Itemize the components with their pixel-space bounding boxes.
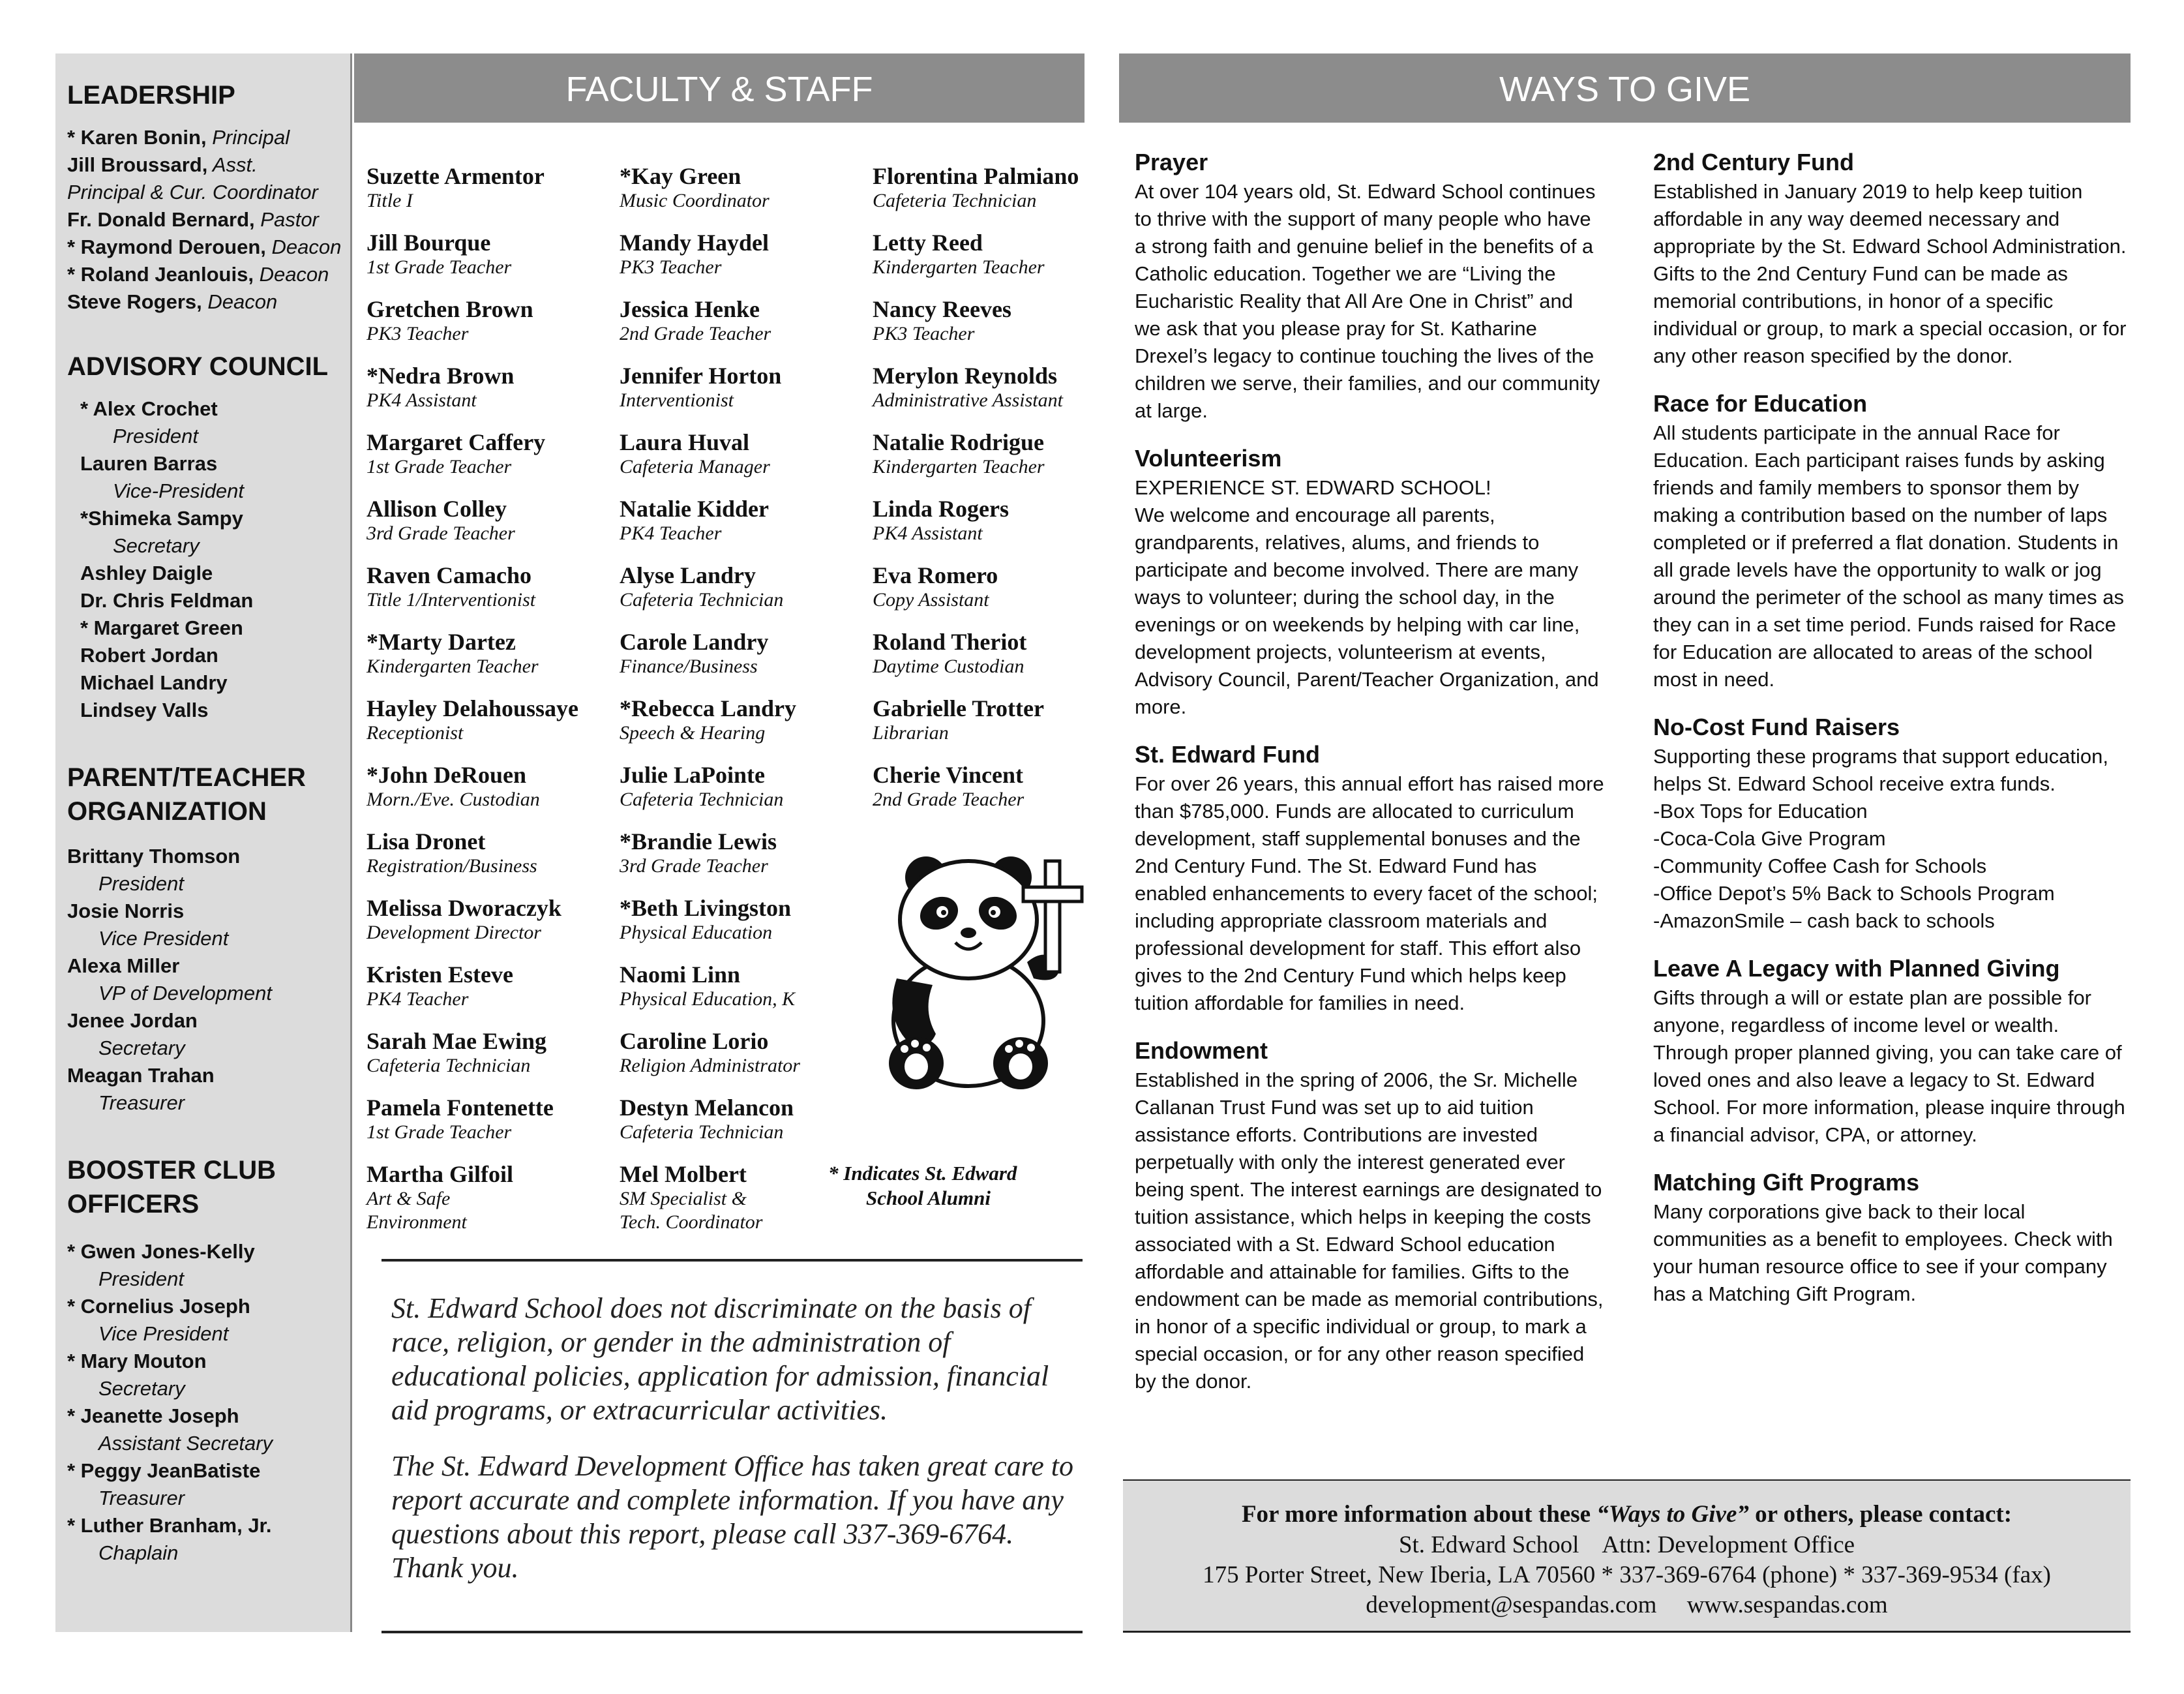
person-name: Fr. Donald Bernard,: [67, 208, 255, 231]
notice-paragraph-1: St. Edward School does not discriminate on the basis of race, religion, or gender in the administration of educational policies, application for admission, financial aid programs, or extracurricular activities.: [391, 1292, 1049, 1426]
staff-role: 2nd Grade Teacher: [873, 789, 1025, 810]
sidebar-entry: [67, 450, 344, 477]
person-role: Principal & Cur. Coordinator: [67, 181, 318, 204]
booster-heading-line1: BOOSTER CLUB: [67, 1156, 276, 1185]
giving-section-body: At over 104 years old, St. Edward School continues to thrive with the support of many people who have a strong faith and genuine belief in the benefits of a Catholic education. Together we are “Living the Eucharistic Reality that All Are One in Christ” and we ask that you please pray for St. Katharine Drexel’s legacy to continue touching the lives of the children we serve, their families, and our community at large.: [1135, 180, 1600, 422]
staff-entry: [873, 629, 1088, 678]
staff-entry: [620, 629, 874, 678]
staff-entry: [873, 230, 1088, 279]
sidebar-entry: [67, 234, 344, 261]
person-name: * Roland Jeanlouis,: [67, 263, 254, 286]
staff-role: SM Specialist &: [620, 1188, 747, 1209]
staff-entry: [366, 562, 627, 612]
sidebar-entry: [67, 1430, 344, 1457]
faculty-column-2: [620, 163, 874, 1251]
staff-name: Lisa Dronet: [366, 828, 486, 855]
staff-name: Jessica Henke: [620, 296, 760, 322]
staff-entry: [620, 363, 874, 412]
giving-section: [1135, 739, 1604, 1017]
staff-name: Sarah Mae Ewing: [366, 1028, 547, 1054]
sidebar-entry: [67, 261, 344, 288]
staff-entry: [620, 961, 874, 1011]
staff-entry: [366, 629, 627, 678]
staff-role: Cafeteria Technician: [366, 1055, 531, 1076]
staff-role: Copy Assistant: [873, 589, 989, 611]
person-role: President: [113, 425, 198, 447]
staff-entry: [620, 1028, 874, 1078]
staff-entry: [620, 762, 874, 811]
giving-section-body: Established in January 2019 to help keep tuition affordable in any way deemed necessary and appropriate by the St. Edward School Administration. Gifts to the 2nd Century Fund can be made as memorial contributions, in honor of a specific individual or group, to mark a special occasion, or for any other reason specified by the donor.: [1653, 180, 2127, 367]
staff-name: Eva Romero: [873, 562, 998, 588]
person-name: * Karen Bonin,: [67, 126, 207, 149]
staff-role: Administrative Assistant: [873, 389, 1063, 411]
staff-name: Natalie Rodrigue: [873, 429, 1044, 455]
staff-role: Development Director: [366, 922, 541, 943]
person-name: *Shimeka Sampy: [80, 507, 243, 530]
staff-entry: [873, 363, 1088, 412]
contact-email-web: development@sespandas.com www.sespandas.com: [1366, 1592, 1888, 1618]
staff-entry: [366, 1028, 627, 1078]
staff-name: *Nedra Brown: [366, 363, 515, 389]
sidebar-entry: [67, 870, 344, 898]
person-name: * Alex Crochet: [80, 397, 218, 420]
person-name: Brittany Thomson: [67, 845, 241, 868]
person-role: Treasurer: [98, 1091, 185, 1114]
person-role: Secretary: [98, 1377, 185, 1400]
staff-entry: [366, 828, 627, 878]
person-name: * Cornelius Joseph: [67, 1295, 250, 1318]
sidebar-entry: [67, 1539, 344, 1567]
staff-role: 1st Grade Teacher: [366, 1121, 512, 1143]
staff-name: Caroline Lorio: [620, 1028, 769, 1054]
sidebar-entry: [67, 1457, 344, 1485]
contact-line1: [1123, 1499, 2131, 1530]
staff-entry: [620, 296, 874, 346]
contact-divider-bottom: [1123, 1631, 2131, 1633]
staff-entry: [620, 562, 874, 612]
staff-name: Carole Landry: [620, 629, 769, 655]
sidebar-entry: [67, 1512, 344, 1539]
sidebar-entry: [67, 423, 344, 450]
contact-address: 175 Porter Street, New Iberia, LA 70560 * 337-369-6764 (phone) * 337-369-9534 (fax): [1203, 1562, 2051, 1588]
staff-entry: [873, 296, 1088, 346]
fundraiser-item: -Community Coffee Cash for Schools: [1653, 855, 1987, 877]
fundraiser-item: -Box Tops for Education: [1653, 800, 1868, 823]
pto-list: [67, 843, 344, 1117]
staff-entry: [366, 496, 627, 545]
person-name: Josie Norris: [67, 900, 185, 922]
staff-name: *Marty Dartez: [366, 629, 516, 655]
giving-section-title: Endowment: [1135, 1037, 1268, 1064]
giving-section: [1135, 147, 1604, 425]
giving-section-title: Volunteerism: [1135, 445, 1282, 472]
ways-column-2: [1653, 147, 2129, 1326]
staff-name: Jill Bourque: [366, 230, 491, 256]
sidebar-entry: [67, 1320, 344, 1348]
staff-entry: [873, 496, 1088, 545]
person-role: Secretary: [98, 1036, 185, 1059]
staff-entry: [873, 163, 1088, 213]
contact-box: [1123, 1481, 2131, 1632]
staff-role: Kindergarten Teacher: [873, 456, 1045, 477]
staff-role: Cafeteria Technician: [873, 190, 1037, 211]
staff-name: Destyn Melancon: [620, 1095, 794, 1121]
sidebar-entry: [67, 980, 344, 1007]
staff-name: Laura Huval: [620, 429, 750, 455]
staff-name: Melissa Dworaczyk: [366, 895, 561, 921]
staff-entry: [620, 496, 874, 545]
person-role: Assistant Secretary: [98, 1432, 273, 1455]
giving-section: [1653, 712, 2129, 935]
sidebar-entry: [67, 925, 344, 952]
divider-bottom: [381, 1631, 1083, 1633]
person-name: * Gwen Jones-Kelly: [67, 1240, 255, 1263]
person-name: Alexa Miller: [67, 954, 180, 977]
staff-entry: [620, 1095, 874, 1144]
staff-entry: [620, 895, 874, 945]
giving-section-body: Supporting these programs that support education, helps St. Edward School receive extra funds.: [1653, 745, 2108, 795]
person-name: * Raymond Derouen,: [67, 235, 266, 258]
staff-entry: [873, 762, 1088, 811]
leadership-list: [67, 124, 344, 316]
staff-entry: [366, 762, 627, 811]
giving-section-body: All students participate in the annual Race for Education. Each participant raises funds by asking friends and family members to sponsor them by making a contribution based on the number of laps completed or if preferred a flat donation. Students in all grade levels have the opportunity to walk or jog around the perimeter of the school as many times as they can in a set time period. Funds raised for Race for Education are allocated to areas of the school most in need.: [1653, 421, 2124, 691]
staff-name: Florentina Palmiano: [873, 163, 1079, 189]
giving-section-body: For over 26 years, this annual effort has raised more than $785,000. Funds are allocated to curriculum development, staff supplemental bonuses and the 2nd Century Fund. The St. Edward Fund has enabled enhancements to every facet of the school; including appropriate classroom materials and professional development for staff. This effort also gives to the 2nd Century Fund which helps keep tuition affordable for families in need.: [1135, 772, 1604, 1014]
staff-name: Roland Theriot: [873, 629, 1027, 655]
staff-role: 1st Grade Teacher: [366, 456, 512, 477]
contact-line1-lead: For more information about these: [1241, 1501, 1597, 1528]
sidebar-entry: [67, 1485, 344, 1512]
person-role: Deacon: [253, 263, 329, 286]
giving-section-body: Gifts through a will or estate plan are possible for anyone, regardless of income level or wealth. Through proper planned giving, you can take care of loved ones and also leave a legacy to St. Edward School. For more information, please inquire through a financial advisor, CPA, or attorney.: [1653, 986, 2125, 1146]
sidebar-entry: [67, 669, 344, 697]
staff-name: Alyse Landry: [620, 562, 756, 588]
staff-role: PK3 Teacher: [366, 323, 469, 344]
staff-role: PK4 Assistant: [366, 389, 477, 411]
sidebar-entry: [67, 505, 344, 532]
person-role: Secretary: [113, 534, 200, 557]
sidebar-entry: [67, 1035, 344, 1062]
booster-list: [67, 1238, 344, 1567]
staff-entry: [620, 695, 874, 745]
staff-entry: [366, 230, 627, 279]
staff-role: Librarian: [873, 722, 949, 744]
person-name: * Luther Branham, Jr.: [67, 1514, 272, 1537]
staff-role: Title 1/Interventionist: [366, 589, 536, 611]
staff-role: Kindergarten Teacher: [873, 256, 1045, 278]
person-name: Steve Rogers,: [67, 290, 202, 313]
person-role: Pastor: [254, 208, 319, 231]
person-role: Principal: [206, 126, 290, 149]
booster-heading-line2: OFFICERS: [67, 1190, 200, 1218]
person-role: Treasurer: [98, 1487, 185, 1509]
staff-name: Pamela Fontenette: [366, 1095, 554, 1121]
sidebar-entry: [67, 1375, 344, 1402]
staff-role: Morn./Eve. Custodian: [366, 789, 540, 810]
staff-name: *Beth Livingston: [620, 895, 792, 921]
sidebar-entry: [67, 1402, 344, 1430]
alumni-note-line1: * Indicates St. Edward: [828, 1162, 1017, 1185]
staff-name: Merylon Reynolds: [873, 363, 1057, 389]
staff-name: Cherie Vincent: [873, 762, 1023, 788]
sidebar-entry: [67, 1007, 344, 1035]
person-name: Jill Broussard,: [67, 153, 208, 176]
staff-entry: [366, 296, 627, 346]
staff-name: *John DeRouen: [366, 762, 527, 788]
staff-name: Hayley Delahoussaye: [366, 695, 579, 721]
alumni-note-line2: School Alumni: [866, 1187, 991, 1209]
staff-role: Religion Administrator: [620, 1055, 800, 1076]
staff-role: Cafeteria Technician: [620, 589, 784, 611]
staff-name: *Rebecca Landry: [620, 695, 796, 721]
sidebar-entry: [67, 151, 344, 179]
sidebar-entry: [67, 477, 344, 505]
staff-role: Daytime Custodian: [873, 656, 1025, 677]
person-role: Deacon: [202, 290, 278, 313]
staff-role: Speech & Hearing: [620, 722, 766, 744]
staff-role: Registration/Business: [366, 855, 537, 877]
sidebar-entry: [67, 560, 344, 587]
staff-name: Margaret Caffery: [366, 429, 546, 455]
staff-name: Letty Reed: [873, 230, 983, 256]
sidebar-entry: [67, 532, 344, 560]
giving-section-body: We welcome and encourage all parents, grandparents, relatives, alums, and friends to participate and become involved. There are many ways to volunteer; during the school day, in the evenings or on weekends by helping with car line, development projects, volunteerism at events, Advisory Council, Parent/Teacher Organization, and more.: [1135, 504, 1599, 718]
divider-top: [381, 1259, 1083, 1262]
staff-name: Martha Gilfoil: [366, 1161, 513, 1187]
staff-role: PK3 Teacher: [620, 256, 722, 278]
staff-entry: [873, 429, 1088, 479]
staff-role: Cafeteria Manager: [620, 456, 770, 477]
staff-name: Nancy Reeves: [873, 296, 1011, 322]
person-name: Ashley Daigle: [80, 562, 213, 584]
fundraiser-item: -Office Depot’s 5% Back to Schools Program: [1653, 882, 2055, 905]
staff-role: Physical Education, K: [620, 988, 796, 1010]
staff-role: Interventionist: [620, 389, 734, 411]
person-role: Asst.: [207, 153, 258, 176]
nondiscrimination-notice: [391, 1292, 1083, 1607]
person-name: Lindsey Valls: [80, 699, 209, 721]
sidebar-entry: [67, 288, 344, 316]
sidebar-entry: [67, 1293, 344, 1320]
giving-section-body: Many corporations give back to their local communities as a benefit to employees. Check with your human resource office to see if your company has a Matching Gift Program.: [1653, 1200, 2113, 1305]
staff-name: Gretchen Brown: [366, 296, 533, 322]
contact-line1-emphasis: “Ways to Give”: [1596, 1501, 1749, 1528]
staff-name: *Brandie Lewis: [620, 828, 777, 855]
giving-section: [1653, 1167, 2129, 1308]
sidebar-entry: [67, 124, 344, 151]
person-name: Dr. Chris Feldman: [80, 589, 254, 612]
staff-entry: [366, 163, 627, 213]
person-name: Lauren Barras: [80, 452, 218, 475]
staff-role: Title I: [366, 190, 413, 211]
sidebar-entry: [67, 1348, 344, 1375]
staff-entry: [620, 230, 874, 279]
sidebar-entry: [67, 1062, 344, 1089]
person-role: President: [98, 1267, 184, 1290]
staff-role: 3rd Grade Teacher: [620, 855, 768, 877]
giving-section-body: Established in the spring of 2006, the Sr. Michelle Callanan Trust Fund was set up to aid tuition assistance efforts. Contributions are invested perpetually with only the interest generated ever being spent. The interest earnings are designated to tuition assistance, which helps in keeping the costs associated with a St. Edward School education affordable and attainable for families. Gifts to the endowment can be made as memorial contributions, in honor of a specific individual or group, to mark a special occasion, or for any other reason specified by the donor.: [1135, 1068, 1604, 1393]
staff-role: Kindergarten Teacher: [366, 656, 539, 677]
staff-name: Naomi Linn: [620, 961, 741, 988]
person-name: * Margaret Green: [80, 616, 243, 639]
leadership-heading: LEADERSHIP: [67, 81, 235, 110]
person-role: President: [98, 872, 184, 895]
person-name: Jenee Jordan: [67, 1009, 198, 1032]
staff-entry: [366, 1161, 627, 1234]
giving-section-title: Race for Education: [1653, 390, 1868, 417]
staff-role: 2nd Grade Teacher: [620, 323, 771, 344]
person-name: * Jeanette Joseph: [67, 1404, 239, 1427]
person-name: Michael Landry: [80, 671, 228, 694]
staff-entry: [366, 895, 627, 945]
staff-entry: [873, 695, 1088, 745]
person-name: * Peggy JeanBatiste: [67, 1459, 261, 1482]
staff-name: Allison Colley: [366, 496, 507, 522]
giving-section-title: Leave A Legacy with Planned Giving: [1653, 955, 2060, 982]
pto-heading-line2: ORGANIZATION: [67, 797, 267, 826]
sidebar-entry: [67, 952, 344, 980]
advisory-council-list: [67, 395, 344, 724]
staff-role: Finance/Business: [620, 656, 758, 677]
staff-name: *Kay Green: [620, 163, 741, 189]
sidebar-entry: [67, 206, 344, 234]
staff-role: Physical Education: [620, 922, 773, 943]
staff-name: Julie LaPointe: [620, 762, 765, 788]
staff-name: Jennifer Horton: [620, 363, 782, 389]
giving-section: [1653, 388, 2129, 693]
staff-name: Mandy Haydel: [620, 230, 770, 256]
staff-entry: [366, 363, 627, 412]
fundraiser-item: -Coca-Cola Give Program: [1653, 827, 1886, 850]
panda-mascot-illustration: [871, 848, 1086, 1096]
staff-role: Cafeteria Technician: [620, 1121, 784, 1143]
staff-role: Environment: [366, 1211, 467, 1233]
person-role: VP of Development: [98, 982, 272, 1005]
staff-role: PK3 Teacher: [873, 323, 975, 344]
person-name: Meagan Trahan: [67, 1064, 215, 1087]
advisory-council-heading: ADVISORY COUNCIL: [67, 352, 329, 381]
leadership-sidebar: [55, 53, 352, 1632]
staff-role: Receptionist: [366, 722, 464, 744]
staff-name: Mel Molbert: [620, 1161, 747, 1187]
staff-entry: [620, 163, 874, 213]
staff-entry: [366, 429, 627, 479]
faculty-column-3: [873, 163, 1088, 828]
pto-heading-line1: PARENT/TEACHER: [67, 763, 306, 792]
staff-name: Gabrielle Trotter: [873, 695, 1044, 721]
sidebar-entry: [67, 614, 344, 642]
giving-section-title: Matching Gift Programs: [1653, 1169, 1920, 1196]
staff-role: PK4 Assistant: [873, 522, 983, 544]
sidebar-entry: [67, 587, 344, 614]
staff-role: Cafeteria Technician: [620, 789, 784, 810]
staff-entry: [620, 429, 874, 479]
notice-paragraph-2: The St. Edward Development Office has taken great care to report accurate and complete information. If you have any questions about this report, please call 337-369-6764. Thank you.: [391, 1450, 1073, 1584]
staff-role: Music Coordinator: [620, 190, 770, 211]
person-role: Chaplain: [98, 1541, 179, 1564]
sidebar-entry: [67, 898, 344, 925]
staff-role: Art & Safe: [366, 1188, 451, 1209]
sidebar-entry: [67, 1265, 344, 1293]
person-role: Vice-President: [113, 479, 245, 502]
staff-role: 1st Grade Teacher: [366, 256, 512, 278]
staff-name: Kristen Esteve: [366, 961, 513, 988]
giving-section: [1653, 147, 2129, 370]
sidebar-entry: [67, 179, 344, 206]
sidebar-entry: [67, 843, 344, 870]
faculty-column-1: [366, 163, 627, 1251]
person-name: Robert Jordan: [80, 644, 218, 667]
giving-section-title: 2nd Century Fund: [1653, 149, 1854, 175]
staff-name: Natalie Kidder: [620, 496, 769, 522]
faculty-staff-header: FACULTY & STAFF: [354, 53, 1085, 123]
staff-name: Suzette Armentor: [366, 163, 545, 189]
person-role: Vice President: [98, 927, 229, 950]
staff-entry: [873, 562, 1088, 612]
giving-section-title: No-Cost Fund Raisers: [1653, 714, 1900, 740]
sidebar-entry: [67, 1238, 344, 1265]
staff-name: Raven Camacho: [366, 562, 531, 588]
giving-section: [1135, 443, 1604, 721]
ways-column-1: [1135, 147, 1604, 1414]
staff-name: Linda Rogers: [873, 496, 1010, 522]
sidebar-entry: [67, 395, 344, 423]
sidebar-entry: [67, 642, 344, 669]
giving-section: [1135, 1035, 1604, 1395]
ways-to-give-header: WAYS TO GIVE: [1119, 53, 2131, 123]
staff-role: Tech. Coordinator: [620, 1211, 763, 1233]
sidebar-entry: [67, 1089, 344, 1117]
sidebar-entry: [67, 697, 344, 724]
giving-section-title: St. Edward Fund: [1135, 741, 1320, 768]
staff-entry: [366, 1095, 627, 1144]
giving-section-subtitle: EXPERIENCE ST. EDWARD SCHOOL!: [1135, 476, 1491, 499]
staff-role: PK4 Teacher: [620, 522, 722, 544]
staff-role: PK4 Teacher: [366, 988, 469, 1010]
staff-role: 3rd Grade Teacher: [366, 522, 515, 544]
giving-section-title: Prayer: [1135, 149, 1208, 175]
alumni-note: [828, 1161, 1089, 1211]
staff-entry: [620, 828, 874, 878]
giving-section: [1653, 953, 2129, 1149]
person-role: Deacon: [265, 235, 342, 258]
person-name: * Mary Mouton: [67, 1350, 207, 1372]
person-role: Vice President: [98, 1322, 229, 1345]
staff-entry: [366, 961, 627, 1011]
contact-line2: St. Edward School Attn: Development Office: [1398, 1532, 1855, 1558]
staff-entry: [366, 695, 627, 745]
contact-line1-tail: or others, please contact:: [1748, 1501, 2012, 1528]
fundraiser-item: -AmazonSmile – cash back to schools: [1653, 909, 1995, 932]
